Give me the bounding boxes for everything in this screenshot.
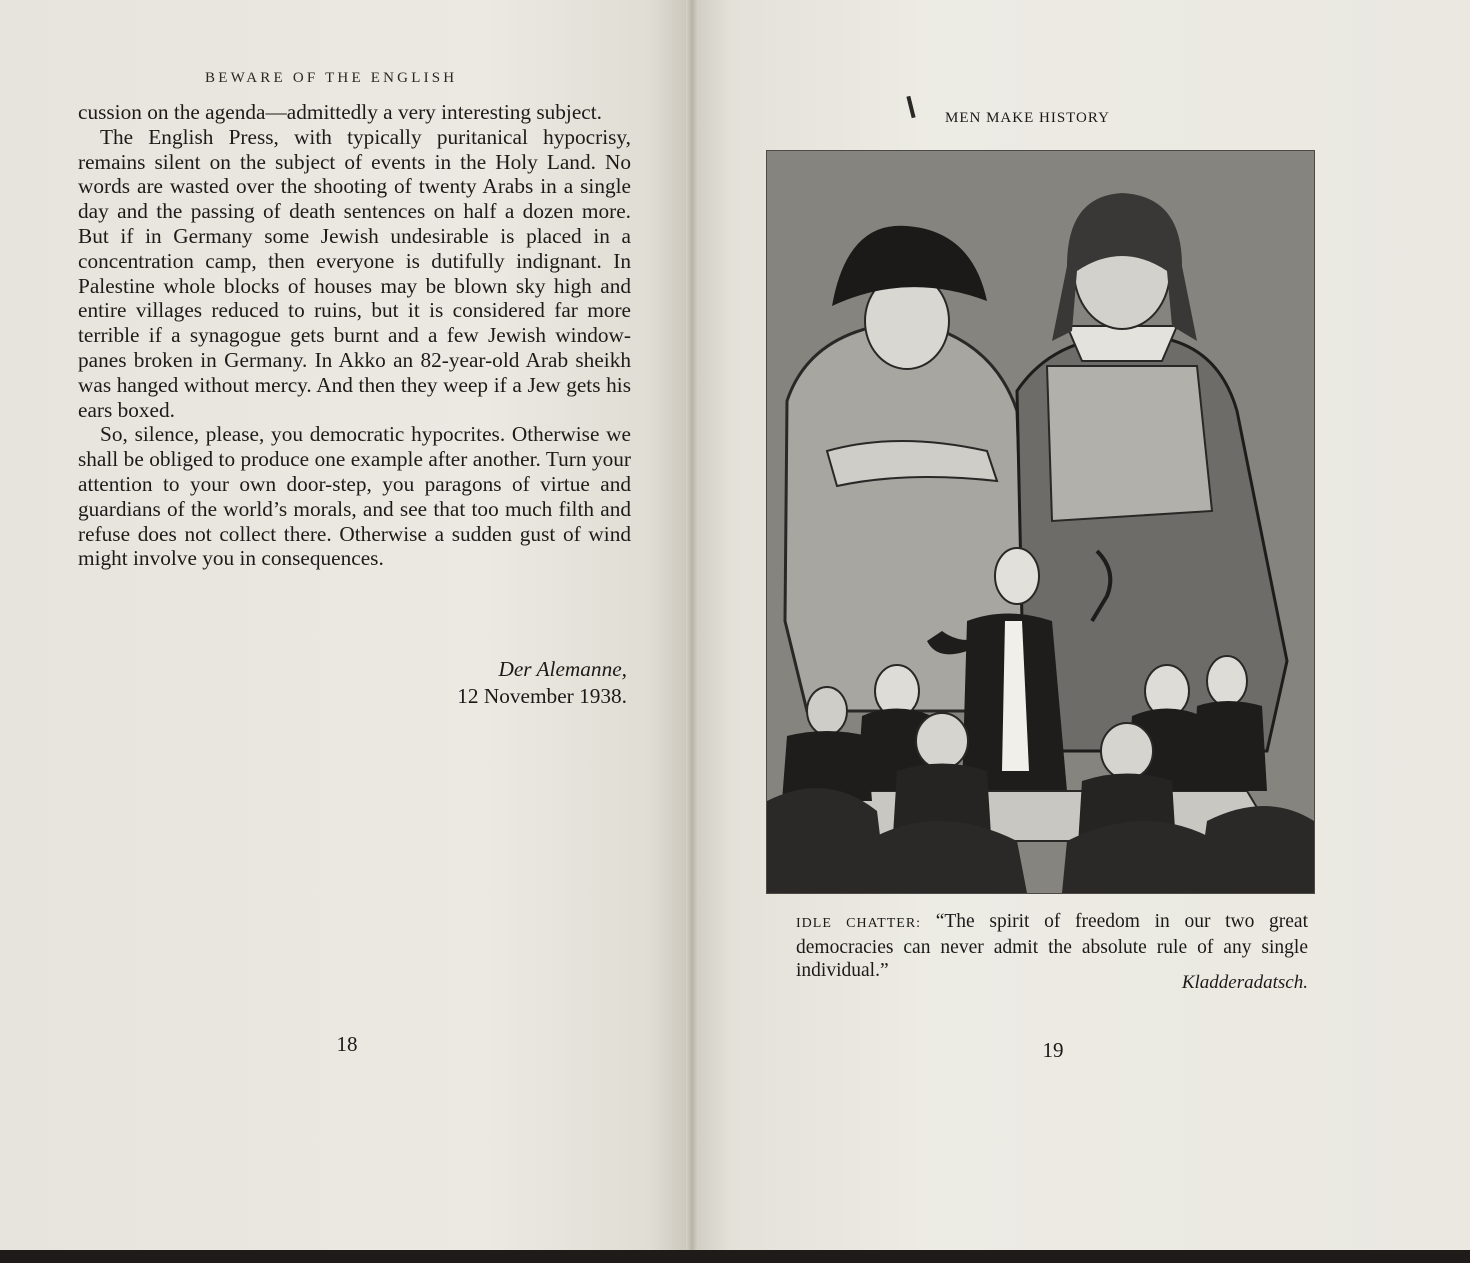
left-body-text (78, 100, 631, 571)
cartoon-illustration (766, 150, 1315, 894)
article-attribution (300, 656, 627, 710)
caption-source: Kladderadatsch. (1181, 972, 1308, 993)
left-page-number: 18 (336, 1032, 358, 1056)
paragraph-1: cussion on the agenda—admittedly a very interesting subject. (78, 100, 602, 124)
article-source: Der Alemanne, (498, 657, 627, 681)
scan-bottom-edge (0, 1250, 1470, 1263)
cromwell-collar (1067, 326, 1177, 361)
cromwell-armor (1047, 366, 1212, 521)
paragraph-2: The English Press, with typically puritanical hypocrisy, remains silent on the subject of events in the Holy Land. No words are wasted over the shooting of twenty Arabs in a single day and the passing of death sentences on half a dozen more. But if in Germany some Jewish undesirable is placed in a concentration camp, then everyone is dutifully indignant. In Palestine whole blocks of houses may be blown sky high and entire villages reduced to ruins, but it is considered far more terrible if a synagogue gets burnt and a few Jewish window-panes broken in Germany. In Akko an 82-year-old Arab sheikh was hanged without mercy. And then they weep if a Jew gets his ears boxed. (78, 124, 631, 422)
right-page-number: 19 (1042, 1038, 1064, 1062)
caption-label: IDLE CHATTER: (796, 916, 922, 931)
right-running-head: MEN MAKE HISTORY (945, 110, 1110, 126)
book-gutter (686, 0, 698, 1250)
cartoon-drawing (767, 151, 1314, 893)
caption-text: “The spirit of freedom in our two great democracies can never admit the absolute rule of any single individual.” (796, 911, 1309, 981)
paragraph-3: So, silence, please, you democratic hypocrites. Otherwise we shall be obliged to produce one example after another. Turn your attention to your own door-step, you paragons of virtue and guardians of the world’s morals, and see that too much filth and refuse does not collect there. Otherwise a sudden gust of wind might involve you in consequences. (78, 422, 631, 571)
article-date: 12 November 1938. (457, 684, 627, 708)
speaker-head (995, 548, 1039, 604)
left-running-head: BEWARE OF THE ENGLISH (205, 70, 458, 86)
